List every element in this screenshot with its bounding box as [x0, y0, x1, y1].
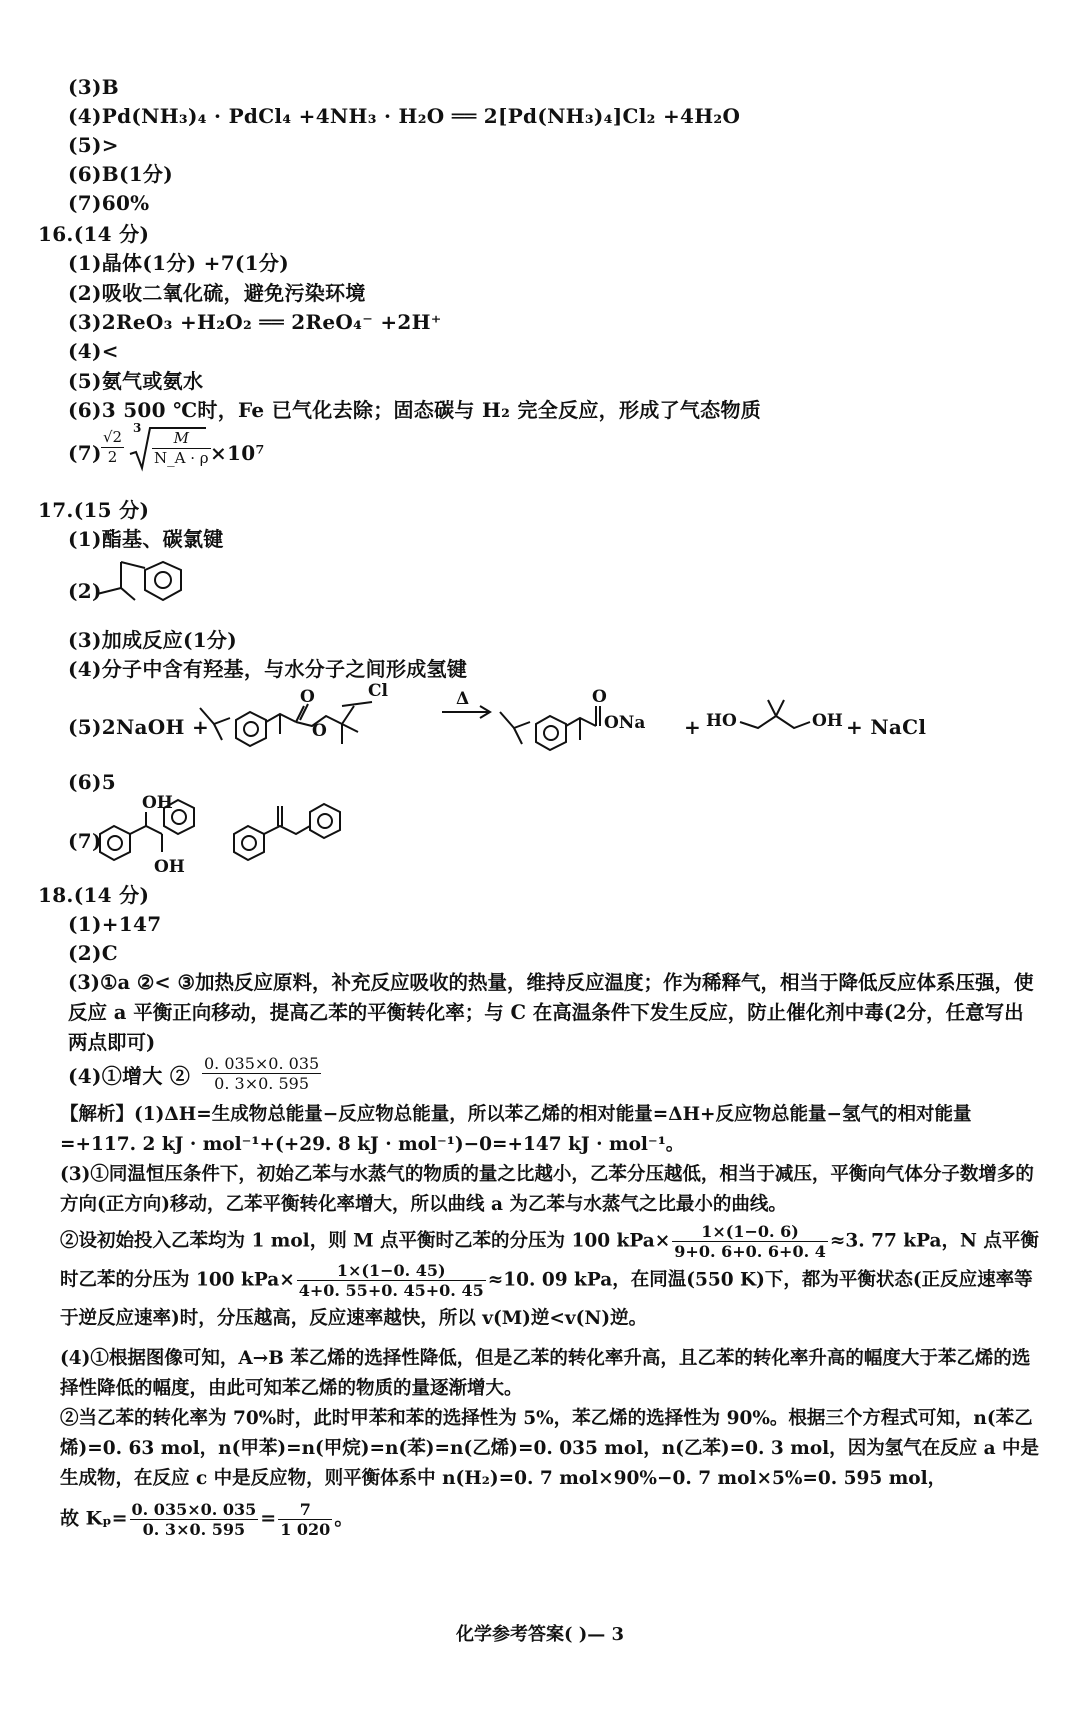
q18-item4-den: 0. 3×0. 595: [214, 1074, 309, 1093]
q15-item6: (6)B(1分): [68, 162, 173, 186]
q15-item7: (7)60%: [68, 191, 150, 215]
q17-item5-plus: +: [684, 715, 702, 739]
q16-item7-coef: [101, 428, 124, 467]
reaction-arrow-icon: [438, 690, 496, 720]
p3-frac1-num: 1×(1−0. 6): [672, 1222, 828, 1242]
oh-label: OH: [812, 711, 843, 731]
sodium-salt-structure: [496, 684, 696, 762]
coef-den: 2: [107, 448, 118, 466]
root-index: 3: [133, 421, 142, 435]
p3-frac1-den: 9+0. 6+0. 6+0. 4: [674, 1242, 826, 1261]
q18-item4-num: 0. 035×0. 035: [204, 1054, 320, 1073]
p3-frac2-num: 1×(1−0. 45): [297, 1261, 486, 1281]
page-footer: 化学参考答案( )— 3: [455, 1624, 625, 1645]
analysis-p3: [60, 1222, 1045, 1338]
ester-o2-label: O: [312, 721, 327, 741]
analysis-p4: (4)①根据图像可知，A→B 苯乙烯的选择性降低，但是乙苯的转化率升高，且乙苯的转化率升高的幅度大于苯乙烯的选择性降低的幅度，由此可知苯乙烯的物质的量逐渐增大。: [60, 1348, 1031, 1399]
sec-butylbenzene-structure: [95, 548, 215, 618]
p3-frac1: [672, 1222, 828, 1261]
q17-item2: (2): [68, 579, 102, 603]
q17-header: 17.(15 分): [38, 498, 150, 522]
kp-prefix: 故 Kₚ=: [60, 1507, 128, 1530]
ester-reactant-structure: [196, 672, 436, 760]
q18-item4-prefix: (4)①增大 ②: [68, 1064, 191, 1088]
salt-o-label: O: [592, 687, 607, 707]
p3-frac2: [297, 1261, 486, 1300]
q18-item3: (3)①a ②< ③加热反应原料，补充反应吸收的热量，维持反应温度；作为稀释气，相当于降低反应体系压强，使反应 a 平衡正向移动，提高乙苯的平衡转化率；与 C 在高温条件下发生反应，防止催化剂中毒(2分，任意写出两点即可): [68, 971, 1034, 1054]
q18-item4-frac: [202, 1054, 321, 1093]
q18-item2: (2)C: [68, 941, 118, 965]
q16-item7-prefix: (7): [68, 441, 102, 465]
p3-part-a: ②设初始投入乙苯均为 1 mol，则 M 点平衡时乙苯的分压为 100 kPa×: [60, 1230, 671, 1252]
hydrobenzoin-structure: [96, 794, 216, 876]
coef-num: √2: [103, 428, 123, 446]
kp-num2: 7: [278, 1500, 332, 1520]
deoxybenzoin-structure: [230, 794, 360, 870]
kp-eq: =: [260, 1507, 277, 1530]
p3-part-c: ≈10. 09 kPa，在同温(550 K)下，都为平衡状态(正反应速率等于逆反应速率)时，分压越高，反应速率越快，所以 v(M)逆<v(N)逆。: [60, 1269, 1033, 1329]
q17-item3: (3)加成反应(1分): [68, 628, 237, 652]
kp-den2: 1 020: [280, 1520, 331, 1539]
q16-item3: (3)2ReO₃ +H₂O₂ ══ 2ReO₄⁻ +2H⁺: [68, 310, 442, 334]
q16-item2: (2)吸收二氧化硫，避免污染环境: [68, 281, 366, 305]
root-num: M: [152, 429, 211, 449]
kp-end: 。: [334, 1507, 354, 1530]
q18-header: 18.(14 分): [38, 883, 150, 907]
q17-item5-prefix: (5)2NaOH +: [68, 715, 210, 739]
q16-item4: (4)<: [68, 339, 119, 363]
kp-den: 0. 3×0. 595: [142, 1520, 246, 1539]
q16-header: 16.(14 分): [38, 222, 150, 246]
ester-o-label: O: [300, 687, 315, 707]
q17-item4: (4)分子中含有羟基，与水分子之间形成氢键: [68, 657, 468, 681]
oh-top-label: OH: [142, 794, 173, 813]
p3-frac2-den: 4+0. 55+0. 45+0. 45: [298, 1281, 484, 1300]
p3-part-b: ≈3. 77 kPa，N 点平衡时乙苯的分压为 100 kPa×: [60, 1230, 1039, 1291]
ona-label: ONa: [604, 713, 646, 733]
q16-item6: (6)3 500 ℃时，Fe 已气化去除；固态碳与 H₂ 完全反应，形成了气态物质: [68, 398, 762, 422]
kp-frac2: [278, 1500, 332, 1539]
kp-num: 0. 035×0. 035: [131, 1500, 257, 1519]
kp-frac: [130, 1500, 259, 1539]
q16-item5: (5)氨气或氨水: [68, 369, 204, 393]
q17-item6: (6)5: [68, 770, 116, 794]
q18-item1: (1)+147: [68, 912, 162, 936]
root-den: N_A · ρ: [154, 449, 209, 467]
analysis-p2: (3)①同温恒压条件下，初始乙苯与水蒸气的物质的量之比越小，乙苯分压越低，相当于减压，平衡向气体分子数增多的方向(正方向)移动，乙苯平衡转化率增大，所以曲线 a 为乙苯与水蒸气之比最小的曲线。: [60, 1164, 1034, 1215]
q16-item7-suffix: ×10⁷: [210, 441, 265, 465]
q15-item5: (5)>: [68, 133, 119, 157]
q16-item1: (1)晶体(1分) +7(1分): [68, 251, 289, 275]
ho-label: HO: [706, 711, 737, 731]
analysis-p1: 【解析】(1)ΔH=生成物总能量−反应物总能量，所以苯乙烯的相对能量=ΔH+反应物总能量−氢气的相对能量=+117. 2 kJ · mol⁻¹+(+29. 8 kJ · mol⁻¹)−0=+147 kJ · mol⁻¹。: [60, 1104, 972, 1155]
analysis-p5: ②当乙苯的转化率为 70%时，此时甲苯和苯的选择性为 5%，苯乙烯的选择性为 90%。根据三个方程式可知，n(苯乙烯)=0. 63 mol，n(甲苯)=n(甲烷)=n(苯)=n(乙烯)=0. 035 mol，n(乙苯)=0. 3 mol，因为氢气在反应 a 中是生成物，在反应 c 中是反应物，则平衡体系中 n(H₂)=0. 7 mol×90%−0. 7 mol×5%=0. 595 mol，: [60, 1408, 1040, 1489]
q17-item5-nacl: + NaCl: [846, 715, 927, 739]
analysis-p6: [60, 1500, 353, 1539]
q17-item7: (7): [68, 829, 102, 853]
diol-structure: [704, 686, 854, 746]
q17-item1: (1)酯基、碳氯键: [68, 527, 224, 551]
q15-item4: (4)Pd(NH₃)₄ · PdCl₄ +4NH₃ · H₂O ══ 2[Pd(NH₃)₄]Cl₂ +4H₂O: [68, 104, 741, 128]
delta-label: Δ: [456, 690, 470, 709]
cl-label: Cl: [368, 681, 388, 701]
oh-bottom-label: OH: [154, 857, 185, 876]
q16-item7-root-frac: [152, 429, 211, 468]
q15-item3: (3)B: [68, 75, 119, 99]
